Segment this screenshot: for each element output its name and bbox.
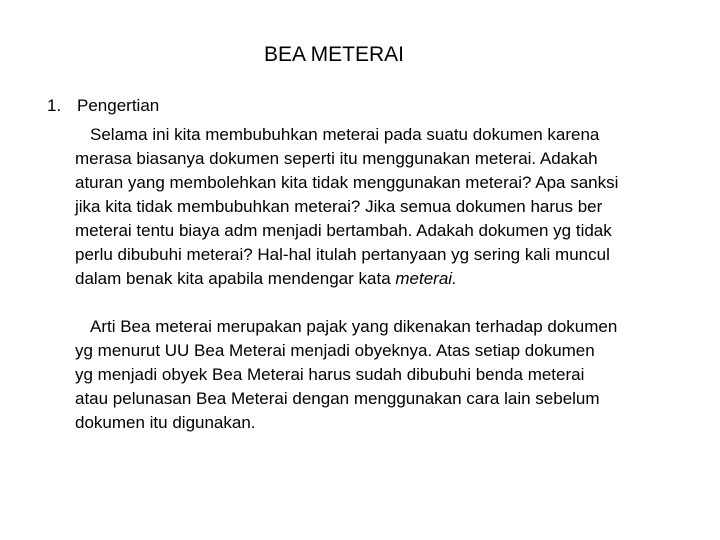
paragraph-line: yg menurut UU Bea Meterai menjadi obyeknya. Atas setiap dokumen xyxy=(75,341,595,360)
paragraph-line: dokumen itu digunakan. xyxy=(75,413,256,432)
paragraph-line: meterai tentu biaya adm menjadi bertambah. Adakah dokumen yg tidak xyxy=(75,221,612,240)
paragraph-definition xyxy=(75,123,715,291)
paragraph-line-last xyxy=(75,267,715,291)
paragraph-line: Arti Bea meterai merupakan pajak yang dikenakan terhadap dokumen xyxy=(90,317,618,336)
paragraph-line: jika kita tidak membubuhkan meterai? Jika semua dokumen harus ber xyxy=(75,197,603,216)
numbered-list xyxy=(47,94,715,435)
paragraph-line: aturan yang membolehkan kita tidak menggunakan meterai? Apa sanksi xyxy=(75,173,619,192)
paragraph-line: perlu dibubuhi meterai? Hal-hal itulah pertanyaan yg sering kali muncul xyxy=(75,245,610,264)
paragraph-line: yg menjadi obyek Bea Meterai harus sudah dibubuhi benda meterai xyxy=(75,365,585,384)
list-item-number: 1. xyxy=(47,96,62,115)
paragraph-line-text: dalam benak kita apabila mendengar kata xyxy=(75,269,396,288)
paragraph-meaning xyxy=(75,315,715,435)
paragraph-line: atau pelunasan Bea Meterai dengan menggunakan cara lain sebelum xyxy=(75,389,600,408)
list-item-heading: Pengertian xyxy=(77,96,160,115)
italic-term: meterai. xyxy=(395,269,457,288)
paragraph-line: Selama ini kita membubuhkan meterai pada suatu dokumen karena xyxy=(90,125,600,144)
paragraph-line: merasa biasanya dokumen seperti itu menggunakan meterai. Adakah xyxy=(75,149,598,168)
slide-title: BEA METERAI xyxy=(263,43,405,66)
list-item-heading-row xyxy=(47,94,715,118)
